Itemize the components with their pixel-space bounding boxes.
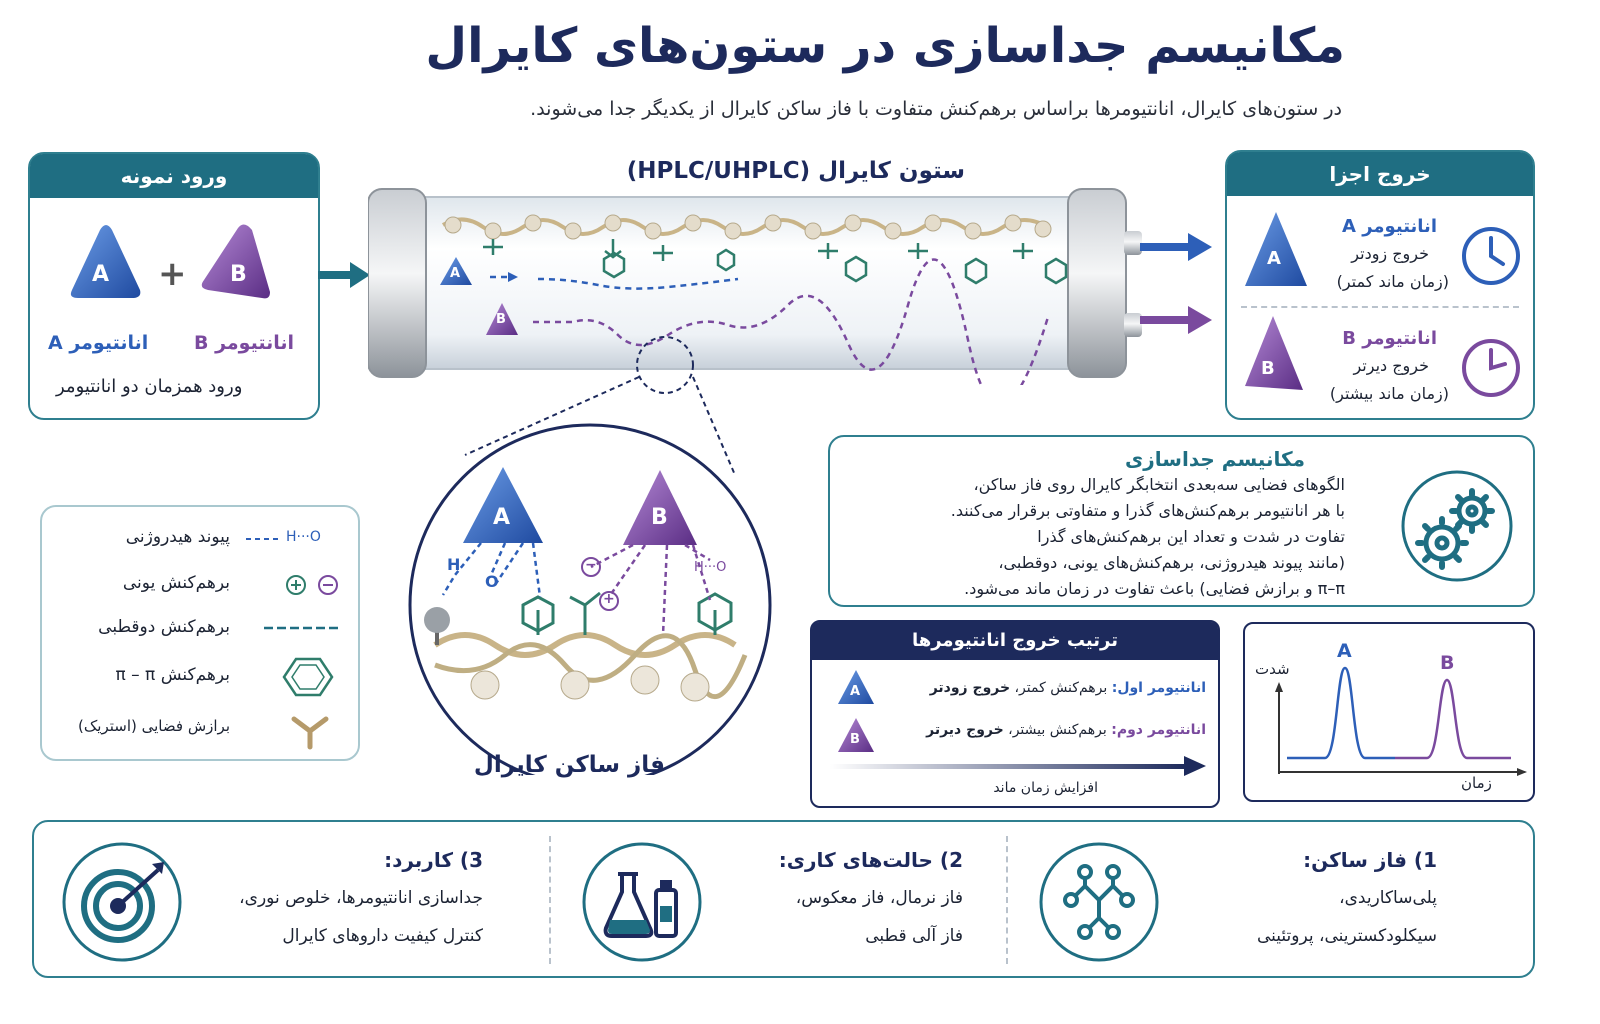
output-a-title: انانتیومر A [1342, 216, 1437, 237]
benzene-icon [282, 655, 334, 699]
outlet-arrows [1140, 228, 1215, 338]
zoom-a-letter: A [493, 505, 511, 530]
sample-input-card [28, 152, 320, 420]
output-card [1225, 150, 1535, 420]
output-a-letter: A [1267, 248, 1281, 269]
flask-icon [580, 840, 704, 964]
elution-first-desc: برهم‌کنش کمتر، [1010, 680, 1108, 696]
legend-label-hbond: پیوند هیدروژنی [125, 527, 230, 547]
bottom-panel [32, 820, 1535, 978]
bottom-line2-1: سیکلودکسترینی، پروتئینی [1256, 926, 1437, 946]
gears-icon [1398, 467, 1516, 585]
legend-symbol-hbond: H···O [286, 529, 321, 545]
bottom-title-3: 3) کاربرد: [384, 848, 483, 872]
elution-second-name: انانتیومر دوم: [1111, 722, 1206, 738]
column-title: ستون کایرال (HPLC/UHPLC) [626, 158, 965, 184]
output-a-line2: (زمان ماند کمتر) [1336, 272, 1449, 291]
elution-b-letter: B [850, 732, 860, 747]
target-icon [60, 840, 184, 964]
bottom-line2-2: فاز آلی قطبی [865, 926, 963, 946]
output-b-line1: خروج دیرتر [1353, 356, 1429, 375]
elution-second-line [926, 722, 1206, 738]
column-b-letter: B [496, 312, 506, 327]
label-enantiomer-a: انانتیومر A [48, 332, 149, 354]
mechanism-line-1: الگوهای فضایی سه‌بعدی انتخابگر کایرال روی فاز ساکن، [973, 475, 1345, 494]
legend-card [40, 505, 360, 761]
clock-icon [1459, 336, 1523, 400]
inlet-arrow [318, 260, 373, 290]
chromatogram-xlabel: زمان [1461, 774, 1492, 792]
page-title: مکانیسم جداسازی در ستون‌های کایرال [425, 18, 1345, 74]
zoom-minus-label: − [585, 557, 597, 573]
zoom-caption: فاز ساکن کایرال [473, 752, 665, 778]
ionic-icon [284, 573, 344, 597]
molecule-icon [1037, 840, 1161, 964]
bottom-line2-3: کنترل کیفیت داروهای کایرال [282, 926, 483, 946]
bottom-title-2: 2) حالت‌های کاری: [778, 848, 963, 872]
output-b-letter: B [1261, 358, 1275, 379]
legend-label-pipi: برهم‌کنش π – π [115, 665, 230, 685]
bottom-line1-2: فاز نرمال، فاز معکوس، [795, 888, 963, 908]
legend-label-ionic: برهم‌کنش یونی [122, 573, 230, 593]
elution-first-name: انانتیومر اول: [1111, 680, 1206, 696]
output-a-line1: خروج زودتر [1351, 244, 1429, 263]
sample-input-header: ورود نمونه [30, 154, 318, 198]
legend-label-steric: برازش فضایی (استریک) [78, 717, 230, 735]
output-header: خروج اجزا [1227, 152, 1533, 196]
peak-b-curve [1395, 680, 1511, 758]
chromatogram-ylabel: شدت [1255, 660, 1290, 678]
mechanism-card [828, 435, 1535, 607]
peak-b-label: B [1440, 652, 1455, 674]
elution-order-card [810, 620, 1220, 808]
sample-b-letter: B [230, 262, 247, 287]
zoom-b-letter: B [651, 505, 668, 530]
bottom-line1-3: جداسازی انانتیومرها، خلوص نوری، [239, 888, 483, 908]
zoom-h-label: H [447, 555, 461, 574]
elution-first-line [930, 680, 1206, 696]
elution-a-letter: A [850, 684, 861, 699]
sample-a-letter: A [92, 262, 110, 287]
steric-icon [288, 707, 332, 751]
bottom-line1-1: پلی‌ساکاریدی، [1339, 888, 1437, 908]
output-b-line2: (زمان ماند بیشتر) [1329, 384, 1449, 403]
mechanism-line-2: با هر انانتیومر برهم‌کنش‌های گذرا و متفاوتی برقرار می‌کنند. [950, 501, 1345, 520]
page-subtitle: در ستون‌های کایرال، انانتیومرها براساس برهم‌کنش متفاوت با فاز ساکن کایرال از یکدیگر جدا می‌شوند. [530, 98, 1342, 120]
label-enantiomer-b: انانتیومر B [194, 332, 295, 354]
legend-label-dipole: برهم‌کنش دوقطبی [98, 617, 230, 637]
elution-order-header: ترتیب خروج انانتیومرها [812, 622, 1218, 660]
peak-a-label: A [1337, 640, 1352, 662]
output-triangles [1241, 208, 1311, 408]
retention-arrow [830, 756, 1208, 778]
chromatogram-card [1243, 622, 1535, 802]
column-a-letter: A [450, 266, 461, 281]
dipole-icon [264, 625, 344, 631]
output-b-title: انانتیومر B [1342, 328, 1437, 349]
mechanism-line-3: تفاوت در شدت و تعداد این برهم‌کنش‌های گذرا [1037, 527, 1345, 546]
elution-second-result: خروج دیرتر [926, 722, 1004, 738]
elution-first-result: خروج زودتر [929, 680, 1011, 696]
sample-caption: ورود همزمان دو انانتیومر [56, 376, 243, 397]
zoom-o-label: O [485, 572, 499, 591]
mechanism-title: مکانیسم جداسازی [1124, 447, 1305, 471]
bottom-title-1: 1) فاز ساکن: [1303, 848, 1437, 872]
clock-icon [1459, 224, 1523, 288]
mechanism-line-4: (مانند پیوند هیدروژنی، برهم‌کنش‌های یونی، دوقطبی، [998, 553, 1345, 572]
mechanism-line-5: π–π و برازش فضایی) باعث تفاوت در زمان ماند می‌شود. [964, 579, 1345, 598]
zoom-ho-label: H···O [694, 560, 727, 575]
retention-arrow-label: افزایش زمان ماند [993, 780, 1098, 796]
elution-second-desc: برهم‌کنش بیشتر، [1003, 722, 1107, 738]
plus-sign: + [158, 254, 187, 294]
peak-a-curve [1287, 668, 1395, 758]
zoom-plus-label: + [603, 591, 615, 607]
